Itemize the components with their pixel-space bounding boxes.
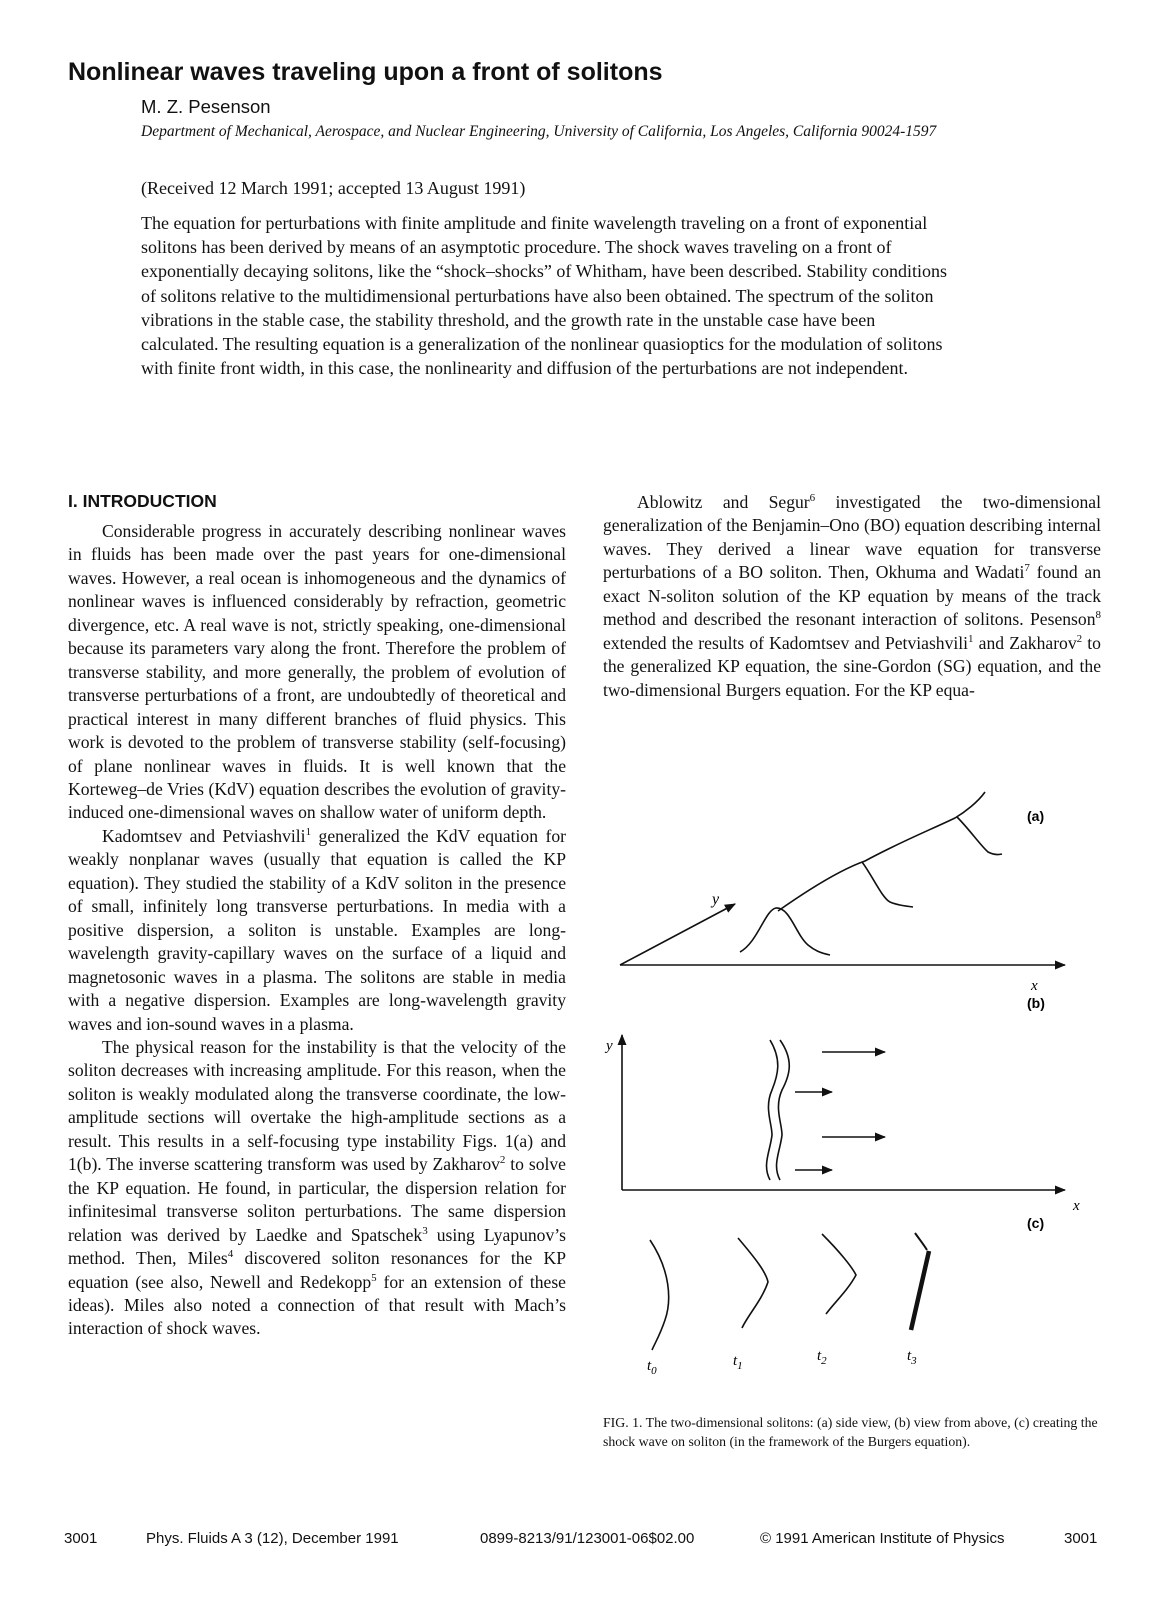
left-column	[68, 520, 566, 1341]
intro-paragraph-2	[68, 825, 566, 1036]
shock-profile-t3	[915, 1233, 927, 1250]
citation-ref: 1	[305, 826, 312, 839]
paper-title: Nonlinear waves traveling upon a front of solitons	[68, 58, 663, 86]
axis-label-x: x	[1073, 1198, 1080, 1214]
time-subscript: 2	[821, 1355, 827, 1367]
soliton-profile-3	[957, 817, 1002, 855]
citation-ref: 6	[809, 492, 816, 505]
page-number-right: 3001	[1064, 1530, 1098, 1547]
author-name: M. Z. Pesenson	[141, 96, 271, 117]
soliton-profile-1	[740, 908, 830, 955]
panel-c	[650, 1233, 929, 1350]
text-run: generalized the KdV equation for weakly nonplanar waves (usually that equation is called the KP equation). They studied the stability of a KdV soliton in the presence of small, infinitely long transverse perturbations. In media with a positive dispersion, a soliton is unstable. Examples are long-wavelength gravity-capillary waves on the surface of a liquid and magnetosonic waves in a plasma. The solitons are stable in media with a negative dispersion. Examples are long-wavelength gravity waves and ion-sound waves in a plasma.	[68, 825, 567, 1034]
panel-b	[622, 1035, 1065, 1190]
axis-label-y: y	[712, 891, 720, 908]
citation-ref: 2	[499, 1154, 506, 1167]
panel-label-b: (b)	[1027, 995, 1045, 1011]
journal-citation: Phys. Fluids A 3 (12), December 1991	[146, 1530, 399, 1547]
received-date: (Received 12 March 1991; accepted 13 August 1991)	[141, 178, 526, 198]
abstract: The equation for perturbations with finite amplitude and finite wavelength traveling on a front of exponential solitons has been derived by means of an asymptotic procedure. The shock waves traveling on a front of exponentially decaying solitons, like the “shock–shocks” of Whitham, have been described. Stability conditions of solitons relative to the multidimensional perturbations have also been obtained. The spectrum of the soliton vibrations in the stable case, the stability threshold, and the growth rate in the unstable case have been calculated. The resulting equation is a generalization of the nonlinear quasioptics for the modulation of solitons with finite front width, in this case, the nonlinearity and diffusion of the perturbations are not independent.	[141, 213, 947, 379]
text-run: extended the results of Kadomtsev and Petviashvili	[603, 632, 969, 653]
time-subscript: 3	[911, 1355, 917, 1367]
y-axis	[620, 904, 735, 965]
intro-paragraph-1: Considerable progress in accurately describing nonlinear waves in fluids has been made over the past years for one-dimensional waves. However, a real ocean is inhomogeneous and the dynamics of nonlinear waves is influenced considerably by refraction, geometric divergence, etc. A real wave is not, strictly speaking, one-dimensional because its parameters vary along the front. Therefore the problem of transverse stability, and more generally, the problem of evolution of transverse perturbations of a front, are undoubtedly of theoretical and practical interest in many different branches of fluid physics. This work is devoted to the problem of transverse stability (self-focusing) of plane nonlinear waves in fluids. It is well known that the Korteweg–de Vries (KdV) equation describes the evolution of gravity-induced one-dimensional waves on shallow water of uniform depth.	[68, 521, 566, 823]
time-label-t0	[647, 1358, 657, 1377]
page-number-left: 3001	[64, 1530, 98, 1547]
panel-a	[620, 792, 1065, 965]
shock-profile-t2	[822, 1234, 856, 1314]
time-symbol: t	[647, 1358, 652, 1374]
time-subscript: 0	[651, 1365, 657, 1377]
shock-profile-t3-front	[911, 1251, 929, 1330]
text-run: Ablowitz and Segur	[637, 492, 810, 512]
time-symbol: t	[733, 1353, 738, 1369]
text-run: The physical reason for the instability is that the velocity of the soliton decreases with increasing amplitude. For this reason, when the soliton is weakly modulated along the transverse coordinate, the low-amplitude sections will overtake the high-amplitude sections as a result. This results in a self-focusing type instability Figs. 1(a) and 1(b). The inverse scattering transform was used by Zakharov	[68, 1036, 566, 1175]
text-run: and Zakharov	[973, 632, 1077, 653]
copyright-notice: © 1991 American Institute of Physics	[760, 1530, 1005, 1547]
citation-ref: 8	[1095, 609, 1101, 622]
citation-ref: 1	[968, 632, 974, 645]
wave-front-1	[767, 1040, 778, 1180]
figure-1	[600, 790, 1100, 1390]
time-symbol: t	[817, 1348, 822, 1364]
citation-ref: 5	[371, 1271, 377, 1284]
text-run: discovered soliton resonances for the KP equation (see also, Newell and Redekopp	[68, 1248, 566, 1292]
intro-paragraph-3	[68, 1036, 566, 1341]
axis-label-x: x	[1031, 978, 1038, 994]
article-code: 0899-8213/91/123001-06$02.00	[480, 1530, 695, 1547]
text-run: to solve the KP equation. He found, in particular, the dispersion relation for infinitesimal transverse soliton perturbations. The same dispersion relation was derived by Laedke and Spatschek	[68, 1154, 566, 1245]
soliton-profile-2	[862, 862, 913, 907]
time-subscript: 1	[737, 1360, 743, 1372]
text-run: for an extension of these ideas). Miles also noted a connection of that result with Mach’s interaction of shock waves.	[68, 1271, 566, 1339]
citation-ref: 4	[227, 1248, 234, 1261]
time-symbol: t	[907, 1348, 912, 1364]
text-run: using Lyapunov’s method. Then, Miles	[68, 1224, 566, 1269]
wave-front-2	[777, 1040, 790, 1180]
text-run: Kadomtsev and Petviashvili	[102, 825, 306, 846]
panel-label-c: (c)	[1027, 1215, 1045, 1231]
time-label-t2	[817, 1348, 827, 1367]
text-run: investigated the two-dimensional generalization of the Benjamin–Ono (BO) equation describing internal waves. They derived a linear wave equation for transverse perturbations of a BO soliton. Then, Okhuma and Wadati	[603, 492, 1101, 583]
intro-paragraph-4	[603, 491, 1101, 702]
shock-profile-t0	[650, 1240, 669, 1350]
time-label-t3	[907, 1348, 917, 1367]
time-label-t1	[733, 1353, 743, 1372]
text-run: to the generalized KP equation, the sine-Gordon (SG) equation, and the two-dimensional Burgers equation. For the KP equa-	[603, 632, 1101, 700]
citation-ref: 7	[1024, 562, 1030, 575]
citation-ref: 2	[1076, 632, 1083, 645]
figure-caption: FIG. 1. The two-dimensional solitons: (a) side view, (b) view from above, (c) creating the shock wave on soliton (in the framework of the Burgers equation).	[603, 1415, 1098, 1449]
text-run: found an exact N-soliton solution of the KP equation by means of the track method and described the resonant interaction of solitons. Pesenson	[603, 562, 1101, 630]
shock-profile-t1	[738, 1238, 768, 1328]
panel-label-a: (a)	[1027, 808, 1045, 824]
author-affiliation: Department of Mechanical, Aerospace, and Nuclear Engineering, University of California, Los Angeles, California 90024-1597	[141, 123, 937, 140]
right-column	[603, 491, 1101, 702]
citation-ref: 3	[422, 1224, 428, 1237]
axis-label-y: y	[606, 1038, 613, 1054]
section-heading-introduction: I. INTRODUCTION	[68, 491, 217, 511]
